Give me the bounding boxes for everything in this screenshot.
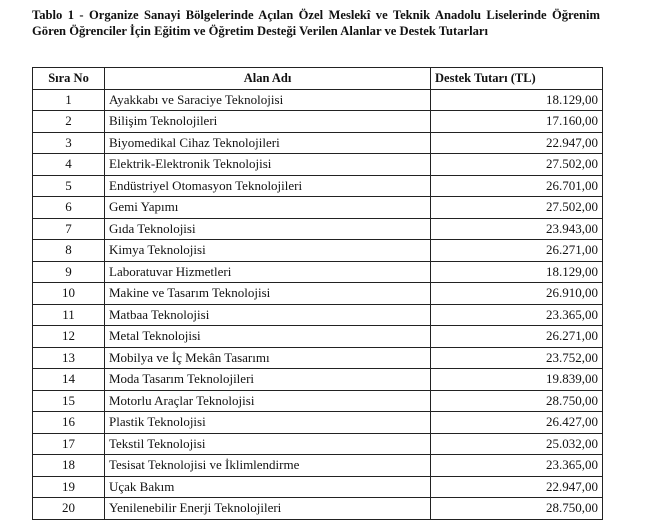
cell-sira-no: 1	[33, 89, 105, 111]
cell-alan-adi: Motorlu Araçlar Teknolojisi	[105, 390, 431, 412]
table-row	[33, 197, 603, 219]
cell-destek-tutari: 26.271,00	[431, 326, 603, 348]
cell-destek-tutari: 22.947,00	[431, 132, 603, 154]
table-row	[33, 455, 603, 477]
table-row	[33, 218, 603, 240]
table-row	[33, 390, 603, 412]
cell-sira-no: 15	[33, 390, 105, 412]
cell-destek-tutari: 17.160,00	[431, 111, 603, 133]
cell-sira-no: 18	[33, 455, 105, 477]
cell-alan-adi: Plastik Teknolojisi	[105, 412, 431, 434]
table-row	[33, 326, 603, 348]
cell-alan-adi: Makine ve Tasarım Teknolojisi	[105, 283, 431, 305]
cell-destek-tutari: 27.502,00	[431, 197, 603, 219]
header-sira-no: Sıra No	[33, 68, 105, 90]
cell-alan-adi: Kimya Teknolojisi	[105, 240, 431, 262]
cell-alan-adi: Ayakkabı ve Saraciye Teknolojisi	[105, 89, 431, 111]
cell-destek-tutari: 25.032,00	[431, 433, 603, 455]
table-row	[33, 154, 603, 176]
header-row	[33, 68, 603, 90]
table-row	[33, 261, 603, 283]
cell-destek-tutari: 28.750,00	[431, 498, 603, 520]
table-row	[33, 433, 603, 455]
cell-destek-tutari: 23.365,00	[431, 455, 603, 477]
cell-sira-no: 16	[33, 412, 105, 434]
cell-destek-tutari: 18.129,00	[431, 261, 603, 283]
table-row	[33, 369, 603, 391]
table-row	[33, 240, 603, 262]
table-row	[33, 111, 603, 133]
table-row	[33, 476, 603, 498]
cell-alan-adi: Moda Tasarım Teknolojileri	[105, 369, 431, 391]
cell-destek-tutari: 23.752,00	[431, 347, 603, 369]
table-row	[33, 498, 603, 520]
cell-destek-tutari: 22.947,00	[431, 476, 603, 498]
cell-sira-no: 14	[33, 369, 105, 391]
cell-destek-tutari: 27.502,00	[431, 154, 603, 176]
cell-destek-tutari: 23.943,00	[431, 218, 603, 240]
cell-alan-adi: Metal Teknolojisi	[105, 326, 431, 348]
cell-sira-no: 20	[33, 498, 105, 520]
cell-alan-adi: Gemi Yapımı	[105, 197, 431, 219]
cell-alan-adi: Mobilya ve İç Mekân Tasarımı	[105, 347, 431, 369]
cell-destek-tutari: 28.750,00	[431, 390, 603, 412]
cell-alan-adi: Uçak Bakım	[105, 476, 431, 498]
cell-sira-no: 4	[33, 154, 105, 176]
cell-alan-adi: Gıda Teknolojisi	[105, 218, 431, 240]
cell-sira-no: 3	[33, 132, 105, 154]
cell-sira-no: 2	[33, 111, 105, 133]
table-row	[33, 283, 603, 305]
cell-destek-tutari: 23.365,00	[431, 304, 603, 326]
cell-alan-adi: Endüstriyel Otomasyon Teknolojileri	[105, 175, 431, 197]
cell-sira-no: 12	[33, 326, 105, 348]
cell-alan-adi: Biyomedikal Cihaz Teknolojileri	[105, 132, 431, 154]
cell-alan-adi: Tesisat Teknolojisi ve İklimlendirme	[105, 455, 431, 477]
cell-sira-no: 7	[33, 218, 105, 240]
cell-destek-tutari: 18.129,00	[431, 89, 603, 111]
cell-destek-tutari: 19.839,00	[431, 369, 603, 391]
cell-destek-tutari: 26.701,00	[431, 175, 603, 197]
cell-alan-adi: Laboratuvar Hizmetleri	[105, 261, 431, 283]
cell-sira-no: 9	[33, 261, 105, 283]
cell-destek-tutari: 26.271,00	[431, 240, 603, 262]
header-alan-adi: Alan Adı	[105, 68, 431, 90]
table-row	[33, 304, 603, 326]
cell-alan-adi: Tekstil Teknolojisi	[105, 433, 431, 455]
cell-alan-adi: Yenilenebilir Enerji Teknolojileri	[105, 498, 431, 520]
cell-sira-no: 6	[33, 197, 105, 219]
table-row	[33, 347, 603, 369]
table-row	[33, 89, 603, 111]
cell-sira-no: 8	[33, 240, 105, 262]
cell-sira-no: 10	[33, 283, 105, 305]
table-row	[33, 132, 603, 154]
cell-alan-adi: Bilişim Teknolojileri	[105, 111, 431, 133]
cell-destek-tutari: 26.427,00	[431, 412, 603, 434]
support-table	[32, 67, 603, 520]
table-row	[33, 175, 603, 197]
header-destek-tutari: Destek Tutarı (TL)	[431, 68, 603, 90]
cell-destek-tutari: 26.910,00	[431, 283, 603, 305]
cell-sira-no: 19	[33, 476, 105, 498]
table-row	[33, 412, 603, 434]
cell-sira-no: 11	[33, 304, 105, 326]
cell-sira-no: 13	[33, 347, 105, 369]
cell-sira-no: 17	[33, 433, 105, 455]
table-title: Tablo 1 - Organize Sanayi Bölgelerinde Açılan Özel Meslekî ve Teknik Anadolu Liselerinde Öğrenim Gören Öğrenciler İçin Eğitim ve Öğretim Desteği Verilen Alanlar ve Destek Tutarları	[32, 8, 600, 38]
cell-sira-no: 5	[33, 175, 105, 197]
cell-alan-adi: Elektrik-Elektronik Teknolojisi	[105, 154, 431, 176]
cell-alan-adi: Matbaa Teknolojisi	[105, 304, 431, 326]
